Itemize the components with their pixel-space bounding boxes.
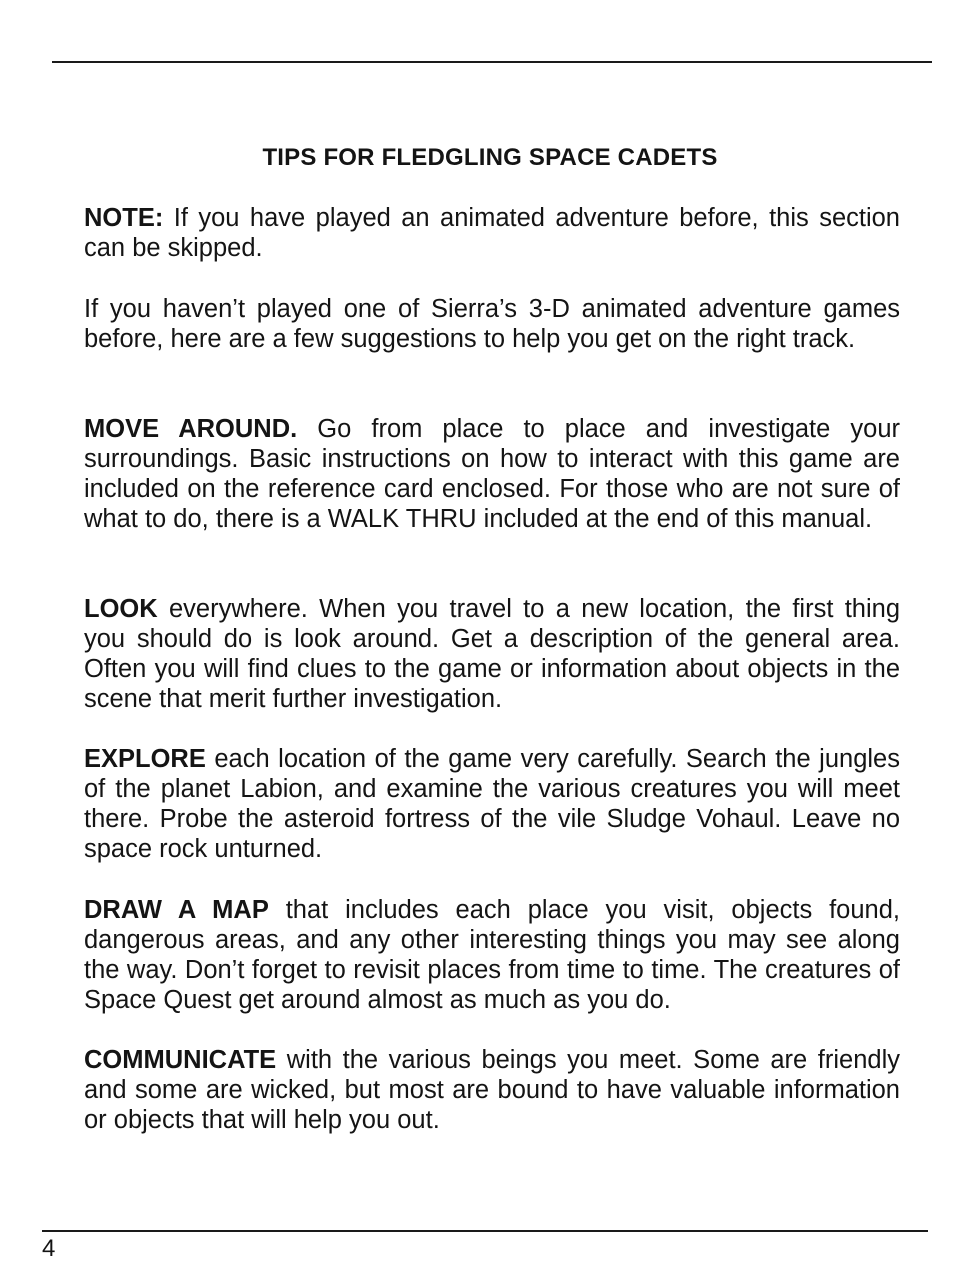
paragraph-text: that includes each place you visit, objects found, dangerous areas, and any other interesting things you may see along the way. Don’t forget to revisit places from time to time. The creatures of Space Quest get around almost as much as you do. — [84, 896, 900, 1014]
paragraph-look — [84, 594, 900, 714]
paragraph-lead: DRAW A MAP — [84, 896, 269, 924]
page-number: 4 — [42, 1235, 56, 1262]
paragraph-text: If you haven’t played one of Sierra’s 3-D animated adventure games before, here are a few suggestions to help you get on the right track. — [84, 295, 900, 353]
paragraph-lead: NOTE: — [84, 204, 164, 232]
paragraph-note — [84, 203, 900, 263]
paragraph-communicate — [84, 1045, 900, 1135]
paragraph-text: everywhere. When you travel to a new location, the first thing you should do is look around. Get a description of the general area. Often you will find clues to the game or information about objects in the scene that merit further investigation. — [84, 595, 900, 713]
paragraph-lead: MOVE AROUND. — [84, 415, 298, 443]
top-rule — [52, 61, 932, 63]
paragraph-lead: COMMUNICATE — [84, 1046, 277, 1074]
paragraph-move-around — [84, 414, 900, 534]
paragraph-text: each location of the game very carefully. Search the jungles of the planet Labion, and examine the various creatures you will meet there. Probe the asteroid fortress of the vile Sludge Vohaul. Leave no space rock unturned. — [84, 745, 900, 863]
paragraph-text: Go from place to place and investigate your surroundings. Basic instructions on how to interact with this game are included on the reference card enclosed. For those who are not sure of what to do, there is a WALK THRU included at the end of this manual. — [84, 415, 900, 533]
page-title: TIPS FOR FLEDGLING SPACE CADETS — [262, 144, 718, 171]
paragraph-explore — [84, 744, 900, 864]
paragraph-text: If you have played an animated adventure before, this section can be skipped. — [84, 204, 900, 262]
paragraph-text: with the various beings you meet. Some are friendly and some are wicked, but most are bound to have valuable information or objects that will help you out. — [84, 1046, 900, 1134]
paragraph-lead: EXPLORE — [84, 745, 206, 773]
paragraph-draw-a-map — [84, 895, 900, 1015]
paragraph-lead: LOOK — [84, 595, 158, 623]
paragraph-intro — [84, 294, 900, 354]
bottom-rule — [42, 1230, 928, 1232]
